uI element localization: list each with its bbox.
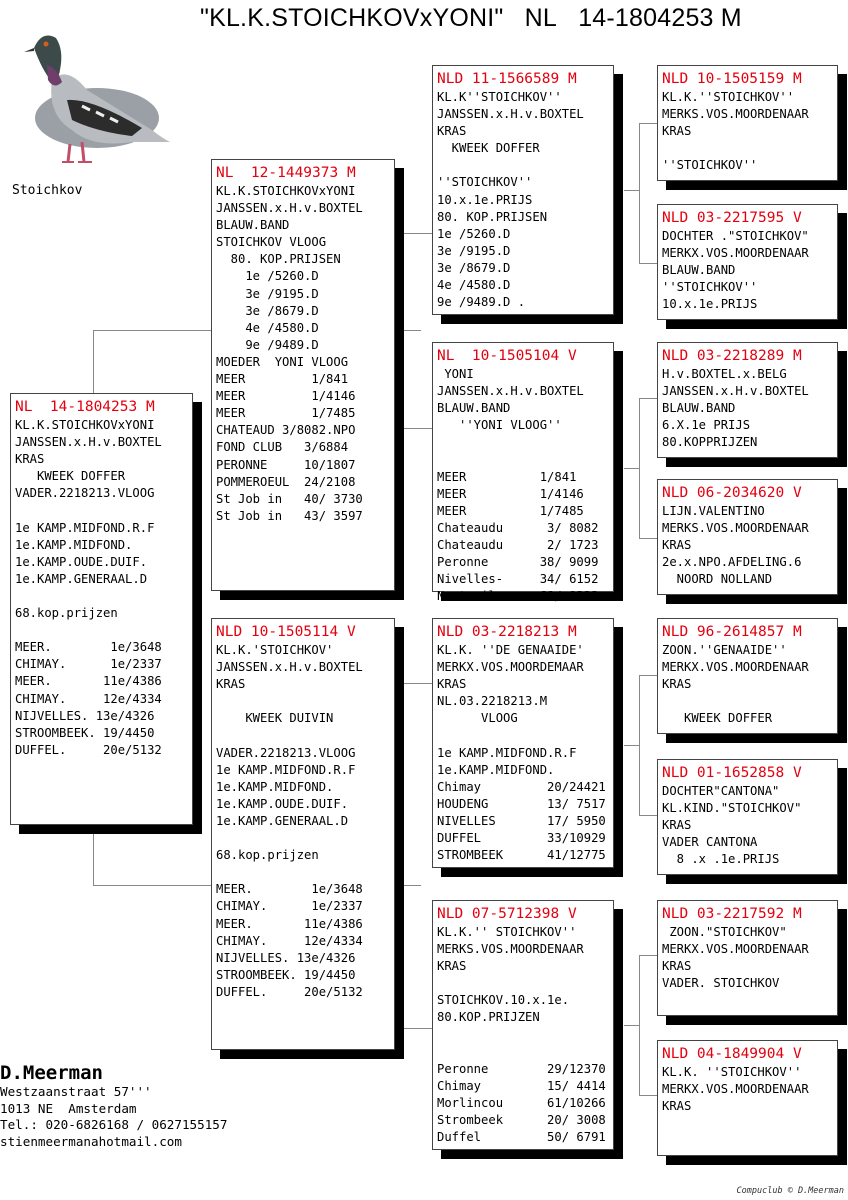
card-line: Chimay 20/24421 (437, 779, 606, 794)
card-line (662, 140, 833, 157)
card-line: JANSSEN.x.H.v.BOXTEL (216, 201, 363, 216)
card-sire-dam (432, 342, 614, 604)
card-line: KL.K. ''DE GENAAIDE' (437, 643, 584, 657)
card-line: Duffel 50/ 6791 (437, 1130, 606, 1145)
card-line: 68.kop.prijzen (15, 606, 118, 621)
ring-number: NL 12-1449373 M (216, 165, 356, 181)
card-line (216, 830, 390, 847)
card-line (15, 502, 188, 519)
card-line: KRAS (662, 959, 692, 974)
card-line: NIJVELLES. 13e/4326 (216, 950, 356, 965)
card-line: STOICHKOV VLOOG (216, 235, 327, 250)
card-line: 1e.KAMP.MIDFOND. (15, 537, 133, 552)
card-line: 3e /8679.D (437, 260, 511, 275)
card-line: 68.kop.prijzen (216, 848, 319, 863)
card-line: KWEEK DOFFER (662, 711, 773, 726)
card-line: 9e /9489.D (216, 337, 319, 352)
card-line: 1e.KAMP.OUDE.DUIF. (15, 554, 148, 569)
card-line: MEER. 1e/3648 (216, 882, 363, 897)
ring-number: NLD 06-2034620 V (662, 485, 802, 501)
card-line: KL.K.STOICHKOVxYONI (216, 184, 356, 198)
connector (93, 885, 211, 886)
card-line: Nanteuil 60/ 9332 (437, 589, 599, 604)
credit: Compuclub © D.Meerman (736, 1186, 844, 1196)
card-line: MEER 1/7485 (216, 406, 356, 421)
card-line: MERKX.VOS.MOORDENAAR (662, 246, 809, 261)
card-line: KRAS (437, 677, 467, 692)
card-line: St Job in 40/ 3730 (216, 491, 363, 506)
card-line: ZOON."STOICHKOV" (662, 925, 787, 939)
card-sire-sire (432, 65, 614, 315)
card-line: KL.KIND."STOICHKOV" (662, 801, 802, 816)
card-line: KL.K.'STOICHKOV' (216, 643, 334, 657)
card-line: VADER.2218213.VLOOG (15, 486, 155, 501)
card-line (216, 727, 390, 744)
card-line: ''YONI VLOOG'' (437, 418, 562, 433)
card-dsd (657, 759, 838, 875)
card-line: CHIMAY. 12e/4334 (216, 933, 363, 948)
card-line: KRAS (15, 452, 45, 467)
ring-number: NLD 11-1566589 M (437, 71, 577, 87)
card-line: JANSSEN.x.H.v.BOXTEL (662, 384, 809, 399)
card-sds (657, 342, 838, 458)
ring-number: NLD 96-2614857 M (662, 624, 802, 640)
card-line: 80.KOPPRIJZEN (662, 435, 758, 450)
card-line: 1e.KAMP.GENERAAL.D (216, 813, 349, 828)
ring-number: NLD 04-1849904 V (662, 1046, 802, 1062)
card-line: KWEEK DOFFER (437, 141, 540, 156)
card-line: PERONNE 10/1807 (216, 457, 356, 472)
connector (402, 1028, 432, 1029)
connector (624, 745, 640, 746)
card-line: 9e /9489.D . (437, 295, 526, 310)
card-line: KRAS (662, 1099, 692, 1114)
connector (639, 1095, 657, 1096)
card-line: NOORD NOLLAND (662, 572, 773, 587)
card-line (437, 1044, 609, 1061)
card-line: MERKS.VOS.MOORDENAAR (662, 107, 809, 122)
ring-number: NLD 10-1505159 M (662, 71, 802, 87)
connector (395, 885, 421, 886)
card-line: H.v.BOXTEL.x.BELG (662, 367, 787, 381)
card-line: ZOON.''GENAAIDE'' (662, 643, 787, 657)
connector (639, 955, 657, 956)
card-line (662, 693, 833, 710)
card-line: BLAUW.BAND (437, 401, 511, 416)
card-line: 6.X.1e PRIJS (662, 418, 751, 433)
card-line: 1e KAMP.MIDFOND.R.F (216, 762, 356, 777)
card-line: CHIMAY. 1e/2337 (216, 899, 363, 914)
connector (395, 330, 421, 331)
card-line: FOND CLUB 3/6884 (216, 440, 349, 455)
ring-number: NLD 01-1652858 V (662, 765, 802, 781)
card-line: 10.x.1e.PRIJS (662, 297, 758, 312)
card-line: 3e /9195.D (437, 243, 511, 258)
connector (402, 428, 432, 429)
card-line: KL.K''STOICHKOV'' (437, 90, 562, 104)
pigeon-photo (12, 20, 172, 170)
card-line: 80.KOP.PRIJZEN (437, 1010, 540, 1025)
card-line: 80. KOP.PRIJSEN (216, 252, 341, 267)
card-line: KRAS (662, 818, 692, 833)
card-line: Chimay 15/ 4414 (437, 1078, 606, 1093)
photo-caption: Stoichkov (12, 183, 83, 198)
card-dam (211, 618, 395, 1050)
card-line: KRAS (437, 124, 467, 139)
card-line: HOUDENG 13/ 7517 (437, 796, 606, 811)
ring-number: NLD 03-2218213 M (437, 624, 577, 640)
card-line: VLOOG (437, 711, 518, 726)
card-line: MEER 1/7485 (437, 503, 584, 518)
card-line: MEER 1/841 (437, 469, 577, 484)
card-line: VADER. STOICHKOV (662, 976, 780, 991)
card-line: 4e /4580.D (437, 278, 511, 293)
card-line: 3e /8679.D (216, 303, 319, 318)
connector (624, 190, 640, 191)
connector (639, 123, 657, 124)
card-line (437, 451, 609, 468)
card-line (437, 975, 609, 992)
ring-number: NLD 03-2217595 V (662, 210, 802, 226)
card-line: VADER CANTONA (662, 835, 758, 850)
card-line: DUFFEL 33/10929 (437, 831, 606, 846)
card-line: KL.K.''STOICHKOV'' (662, 90, 795, 104)
connector (93, 330, 211, 331)
card-line: DOCHTER"CANTONA" (662, 784, 780, 798)
card-subject (10, 393, 193, 825)
connector (624, 468, 640, 469)
card-line: Strombeek 20/ 3008 (437, 1113, 606, 1128)
card-line: KRAS (662, 124, 692, 139)
card-line: CHATEAUD 3/8082.NPO (216, 423, 356, 438)
card-line: LIJN.VALENTINO (662, 504, 765, 518)
ring-number: NL 14-1804253 M (15, 399, 155, 415)
card-line: 2e.x.NPO.AFDELING.6 (662, 555, 802, 570)
card-line (437, 157, 609, 174)
card-line: CHIMAY. 1e/2337 (15, 657, 162, 672)
ring-number: NLD 10-1505114 V (216, 624, 356, 640)
ring-number: NLD 03-2218289 M (662, 348, 802, 364)
card-line: KRAS (216, 677, 246, 692)
connector (639, 123, 640, 263)
card-line: 1e /5260.D (437, 226, 511, 241)
card-ssd (657, 204, 838, 320)
card-line: NL.03.2218213.M (437, 694, 548, 709)
card-line: KL.K. ''STOICHKOV'' (662, 1065, 802, 1079)
card-line: KWEEK DUIVIN (216, 711, 334, 726)
card-line: MEER. 1e/3648 (15, 640, 162, 655)
card-line (437, 1027, 609, 1044)
card-line: Chateaudu 2/ 1723 (437, 537, 599, 552)
card-line: ''STOICHKOV'' (662, 280, 758, 295)
card-line: Peronne 29/12370 (437, 1061, 606, 1076)
card-line (216, 864, 390, 881)
card-line: 80. KOP.PRIJSEN (437, 209, 548, 224)
card-line: NIVELLES 17/ 5950 (437, 813, 606, 828)
card-dam-sire (432, 618, 614, 868)
card-line: ''STOICHKOV'' (437, 175, 533, 190)
card-line: Chateaudu 3/ 8082 (437, 520, 599, 535)
card-line: DOCHTER ."STOICHKOV" (662, 229, 809, 243)
breeder-email: stienmeermanahotmail.com (0, 1133, 182, 1149)
card-line: 3e /9195.D (216, 286, 319, 301)
card-line: St Job in 43/ 3597 (216, 508, 363, 523)
card-line: VADER.2218213.VLOOG (216, 745, 356, 760)
card-line: BLAUW.BAND (662, 401, 736, 416)
card-line: 10.x.1e.PRIJS (437, 192, 533, 207)
title-country: NL (524, 4, 558, 32)
ring-number: NLD 03-2217592 M (662, 906, 802, 922)
card-line: MERKX.VOS.MOORDEMAAR (437, 660, 584, 675)
connector (93, 825, 94, 885)
card-line (15, 622, 188, 639)
card-line (437, 434, 609, 451)
card-line: 1e.KAMP.MIDFOND. (437, 762, 555, 777)
card-line: DUFFEL. 20e/5132 (216, 984, 363, 999)
card-line: MERKX.VOS.MOORDENAAR (662, 942, 809, 957)
connector (639, 263, 657, 264)
card-line: 1e /5260.D (216, 269, 319, 284)
card-line: ''STOICHKOV'' (662, 158, 758, 173)
card-line: 8 .x .1e.PRIJS (662, 852, 780, 867)
card-line: MERKS.VOS.MOORDENAAR (662, 521, 809, 536)
card-line (437, 727, 609, 744)
title-ring: 14-1804253 M (578, 4, 742, 32)
card-line (15, 588, 188, 605)
card-line: NIJVELLES. 13e/4326 (15, 708, 155, 723)
card-line: MEER 1/841 (216, 372, 349, 387)
card-dds (657, 900, 838, 1016)
card-line: STOICHKOV.10.x.1e. (437, 993, 570, 1008)
breeder-city: 1013 NE Amsterdam (0, 1100, 137, 1116)
card-sss (657, 65, 838, 181)
card-line: YONI (437, 367, 474, 381)
card-dss (657, 618, 838, 734)
card-line: KWEEK DOFFER (15, 469, 126, 484)
card-line: MERKX.VOS.MOORDENAAR (662, 1082, 809, 1097)
connector (624, 1025, 640, 1026)
card-line: 1e.KAMP.OUDE.DUIF. (216, 796, 349, 811)
card-line: KRAS (437, 959, 467, 974)
card-line: CHIMAY. 12e/4334 (15, 691, 162, 706)
card-line: MEER 1/4146 (216, 389, 356, 404)
card-line: Nivelles- 34/ 6152 (437, 572, 599, 587)
connector (402, 683, 432, 684)
ring-number: NLD 07-5712398 V (437, 906, 577, 922)
connector (402, 683, 403, 1028)
breeder-address: Westzaanstraat 57''' (0, 1084, 152, 1099)
card-line: KRAS (662, 677, 692, 692)
card-line: 1e KAMP.MIDFOND.R.F (15, 520, 155, 535)
ring-number: NL 10-1505104 V (437, 348, 577, 364)
card-line: Morlincou 61/10266 (437, 1095, 606, 1110)
card-line: KL.K.STOICHKOVxYONI (15, 418, 155, 432)
card-line: 4e /4580.D (216, 320, 319, 335)
card-line: MEER 1/4146 (437, 486, 584, 501)
card-line: JANSSEN.x.H.v.BOXTEL (437, 384, 584, 399)
card-dam-dam (432, 900, 614, 1150)
card-line: KL.K.'' STOICHKOV'' (437, 925, 577, 939)
breeder-phone: Tel.: 020-6826168 / 0627155157 (0, 1117, 228, 1132)
card-line: DUFFEL. 20e/5132 (15, 742, 162, 757)
card-line: POMMEROEUL 24/2108 (216, 474, 356, 489)
card-line: STROMBEEK 41/12775 (437, 848, 606, 863)
card-line: JANSSEN.x.H.v.BOXTEL (216, 660, 363, 675)
card-line: BLAUW.BAND (216, 218, 290, 233)
card-line: 1e.KAMP.MIDFOND. (216, 779, 334, 794)
card-line: BLAUW.BAND (662, 263, 736, 278)
card-line: Peronne 38/ 9099 (437, 555, 599, 570)
card-line: MERKS.VOS.MOORDENAAR (437, 942, 584, 957)
connector (402, 233, 432, 234)
card-sdd (657, 479, 838, 595)
card-line: STROOMBEEK. 19/4450 (15, 725, 155, 740)
card-line: 1e.KAMP.GENERAAL.D (15, 571, 148, 586)
card-ddd (657, 1040, 838, 1156)
card-line (216, 693, 390, 710)
card-line: 1e KAMP.MIDFOND.R.F (437, 745, 577, 760)
breeder-name: D.Meerman (0, 1062, 103, 1084)
connector (93, 330, 94, 395)
page-title (200, 4, 840, 33)
card-line: JANSSEN.x.H.v.BOXTEL (15, 435, 162, 450)
card-line: MEER. 11e/4386 (15, 674, 162, 689)
connector (639, 398, 657, 399)
card-line: MOEDER YONI VLOOG (216, 354, 349, 369)
card-line: MERKX.VOS.MOORDENAAR (662, 660, 809, 675)
connector (639, 675, 657, 676)
title-name: "KL.K.STOICHKOVxYONI" (200, 4, 504, 32)
card-line: STROOMBEEK. 19/4450 (216, 967, 356, 982)
card-line: KRAS (662, 538, 692, 553)
card-line: MEER. 11e/4386 (216, 916, 363, 931)
card-line: JANSSEN.x.H.v.BOXTEL (437, 107, 584, 122)
connector (639, 538, 657, 539)
connector (639, 815, 657, 816)
breeder-info (0, 1062, 227, 1150)
card-sire (211, 159, 395, 591)
